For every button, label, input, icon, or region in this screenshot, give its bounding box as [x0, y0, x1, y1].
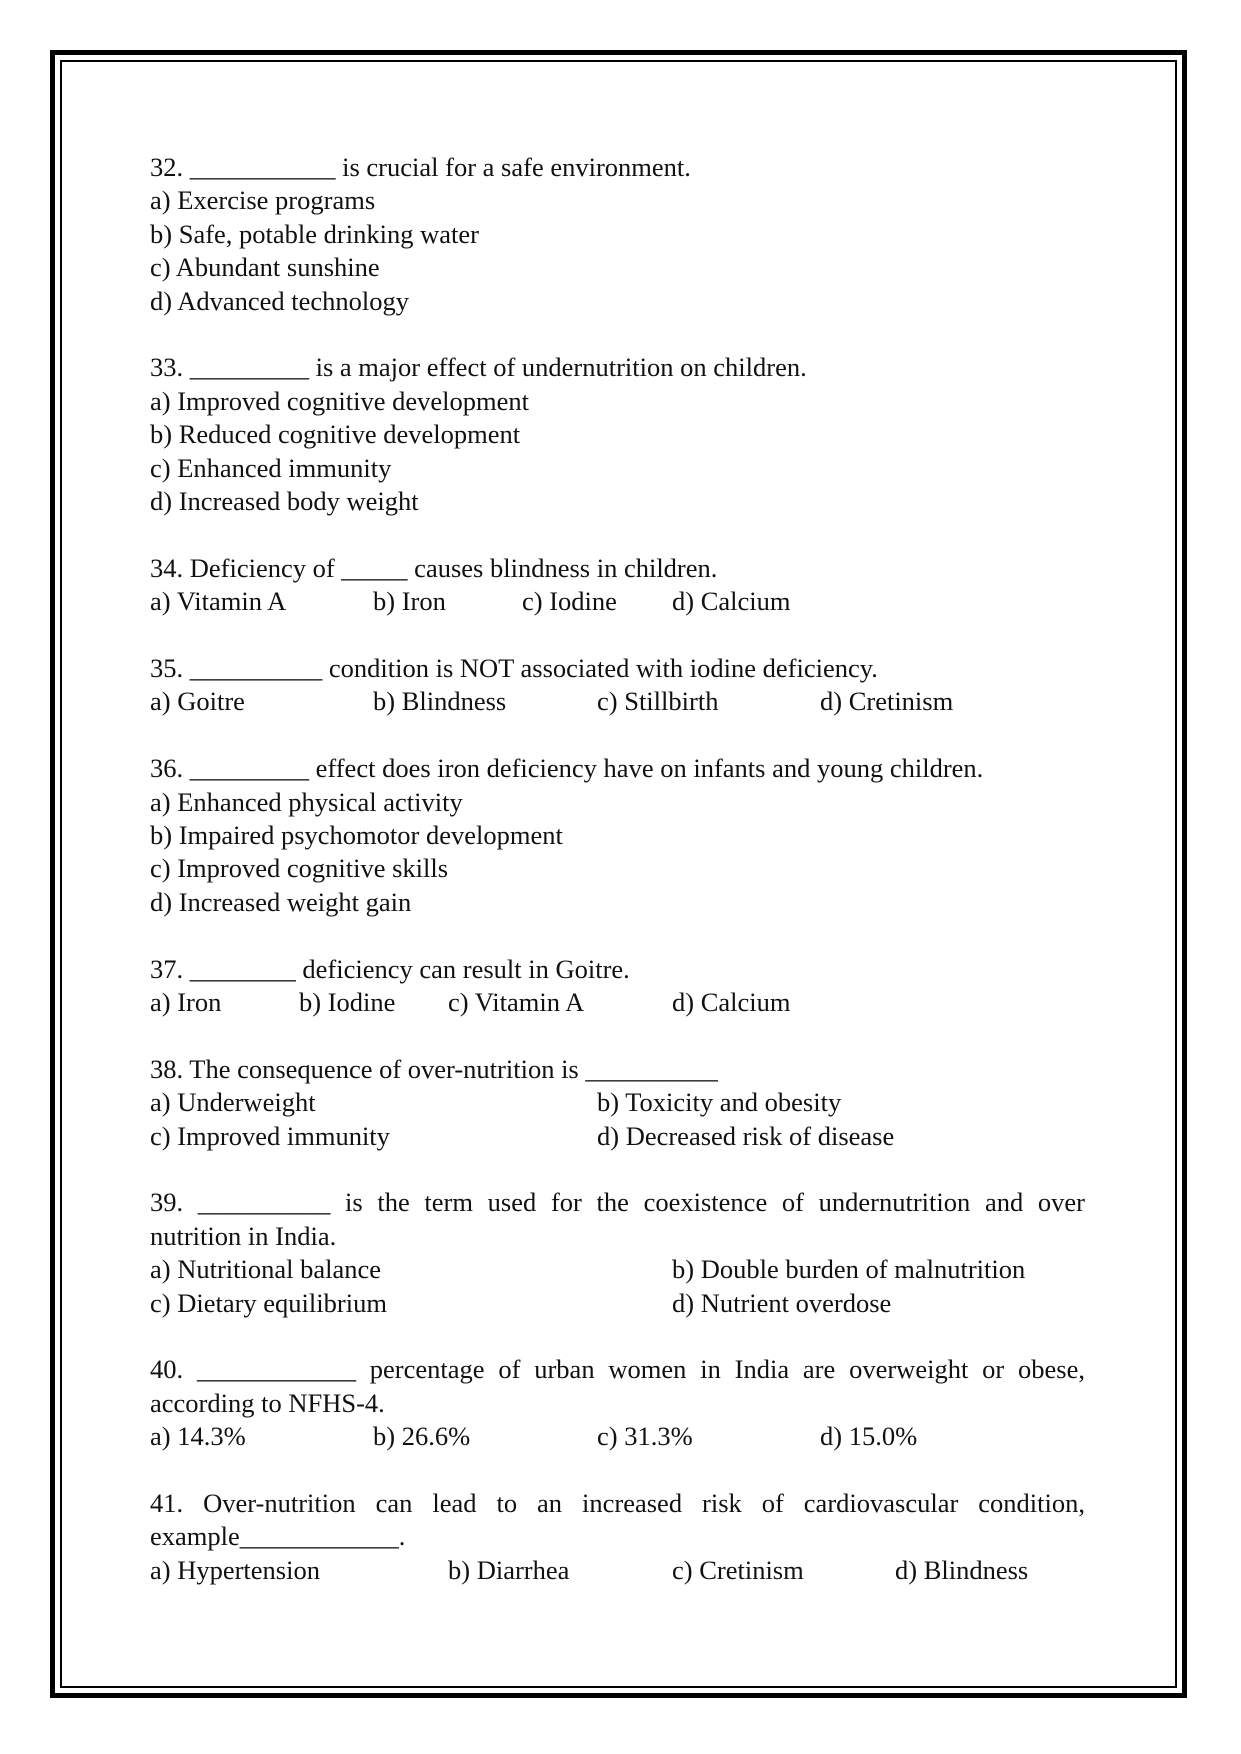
- question-stem: 37. ________ deficiency can result in Goitre.: [150, 953, 630, 984]
- option-a: a) Hypertension: [150, 1554, 320, 1585]
- option-a: a) Vitamin A: [150, 586, 287, 617]
- options-row: [150, 1253, 1085, 1286]
- option-b: b) Blindness: [373, 686, 507, 717]
- option-d: d) Advanced technology: [150, 285, 410, 316]
- option-b: b) Toxicity and obesity: [597, 1087, 842, 1118]
- option-c: c) Stillbirth: [597, 686, 719, 717]
- question-35: [150, 652, 1085, 719]
- question-36: [150, 752, 1085, 919]
- question-34: [150, 552, 1085, 619]
- option-a: a) Improved cognitive development: [150, 385, 529, 416]
- question-stem: 35. __________ condition is NOT associated with iodine deficiency.: [150, 653, 878, 684]
- option-a: a) Nutritional balance: [150, 1254, 382, 1285]
- question-38: [150, 1053, 1085, 1153]
- option-d: d) Calcium: [672, 586, 791, 617]
- option-b: b) Iron: [373, 586, 446, 617]
- option-c: c) 31.3%: [597, 1421, 693, 1452]
- option-b: b) Iodine: [299, 987, 396, 1018]
- option-c: c) Iodine: [522, 586, 617, 617]
- question-41: [150, 1487, 1085, 1587]
- option-d: d) 15.0%: [820, 1421, 918, 1452]
- question-stem: 39. __________ is the term used for the coexistence of undernutrition and over nutrition in India.: [150, 1187, 1085, 1251]
- question-stem: 38. The consequence of over-nutrition is __________: [150, 1053, 718, 1084]
- options-row: [150, 1086, 1085, 1119]
- option-b: b) Reduced cognitive development: [150, 419, 521, 450]
- options-row: [150, 1287, 1085, 1320]
- option-d: d) Decreased risk of disease: [597, 1120, 895, 1151]
- option-b: b) Safe, potable drinking water: [150, 218, 479, 249]
- option-a: a) 14.3%: [150, 1421, 246, 1452]
- option-a: a) Goitre: [150, 686, 245, 717]
- options-row: [150, 1554, 1085, 1587]
- question-39: [150, 1186, 1085, 1320]
- question-32: [150, 151, 1085, 318]
- option-b: b) 26.6%: [373, 1421, 471, 1452]
- option-d: d) Nutrient overdose: [672, 1287, 892, 1318]
- question-33: [150, 351, 1085, 518]
- options-row: [150, 685, 1085, 718]
- option-d: d) Blindness: [895, 1554, 1029, 1585]
- option-b: b) Diarrhea: [448, 1554, 570, 1585]
- question-37: [150, 953, 1085, 1020]
- question-stem: 32. ___________ is crucial for a safe environment.: [150, 152, 691, 182]
- option-c: c) Cretinism: [672, 1554, 804, 1585]
- question-stem: 41. Over-nutrition can lead to an increased risk of cardiovascular condition, example____________.: [150, 1487, 1085, 1552]
- question-stem: 36. _________ effect does iron deficiency have on infants and young children.: [150, 753, 984, 784]
- question-40: [150, 1353, 1085, 1453]
- option-c: c) Improved immunity: [150, 1120, 390, 1151]
- option-d: d) Increased weight gain: [150, 886, 412, 917]
- question-stem: 33. _________ is a major effect of undernutrition on children.: [150, 352, 807, 383]
- option-a: a) Iron: [150, 987, 222, 1018]
- option-a: a) Exercise programs: [150, 185, 376, 216]
- options-row: [150, 1420, 1085, 1453]
- option-d: d) Calcium: [672, 987, 791, 1018]
- option-c: c) Enhanced immunity: [150, 452, 392, 483]
- option-c: c) Dietary equilibrium: [150, 1287, 387, 1318]
- option-a: a) Enhanced physical activity: [150, 786, 463, 817]
- option-a: a) Underweight: [150, 1087, 316, 1118]
- question-stem: 34. Deficiency of _____ causes blindness in children.: [150, 552, 718, 583]
- question-stem: 40. ____________ percentage of urban women in India are overweight or obese, according to NFHS-4.: [150, 1354, 1085, 1418]
- option-c: c) Abundant sunshine: [150, 252, 380, 283]
- option-b: b) Impaired psychomotor development: [150, 820, 563, 851]
- option-b: b) Double burden of malnutrition: [672, 1254, 1026, 1285]
- option-d: d) Cretinism: [820, 686, 954, 717]
- option-c: c) Vitamin A: [448, 987, 585, 1018]
- option-d: d) Increased body weight: [150, 486, 419, 517]
- options-row: [150, 585, 1085, 618]
- question-list: [150, 151, 1085, 1587]
- options-row: [150, 986, 1085, 1019]
- option-c: c) Improved cognitive skills: [150, 853, 449, 884]
- options-row: [150, 1120, 1085, 1153]
